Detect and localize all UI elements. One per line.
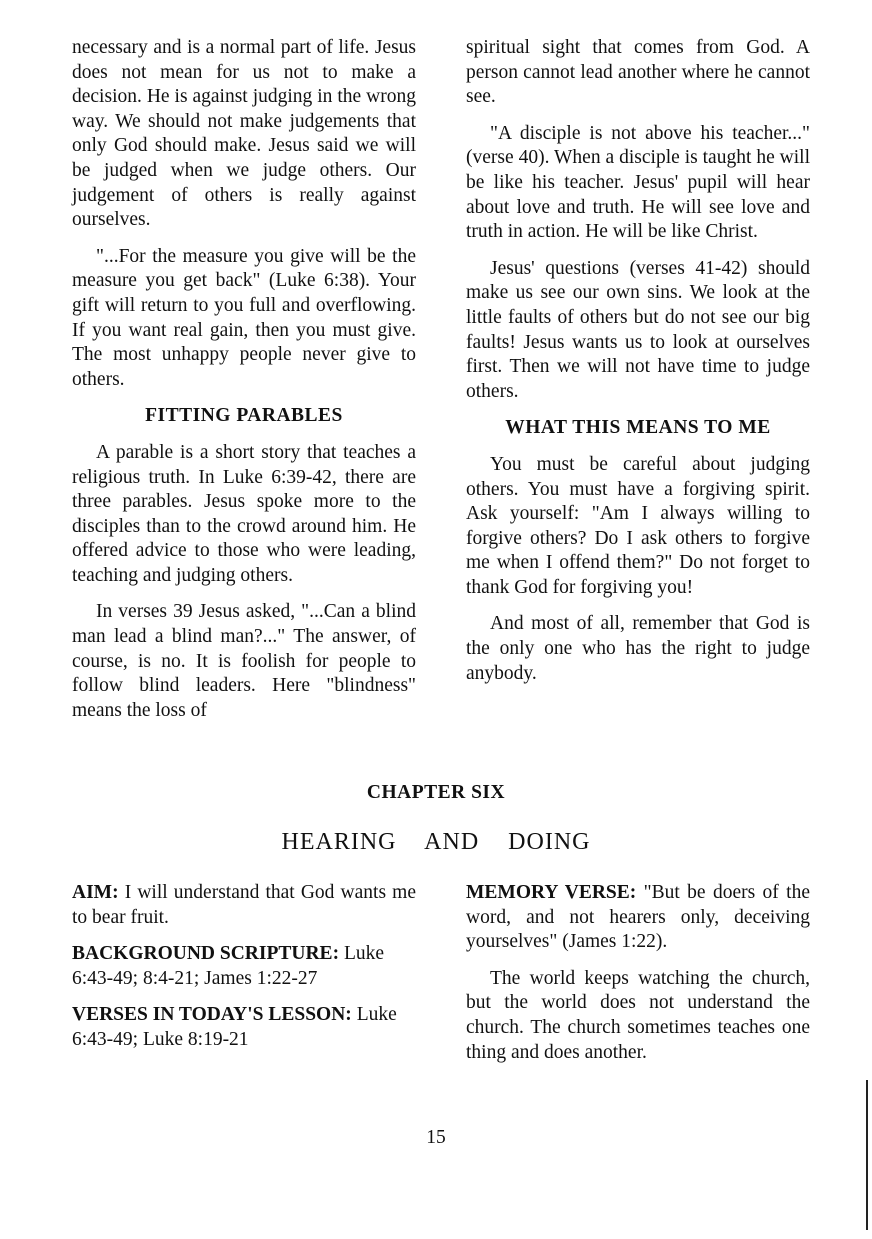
right-column-bottom [466, 881, 810, 1077]
verses-text: Luke 6:43-49; Luke 8:19-21 [72, 1004, 397, 1050]
aim-text: I will understand that God wants me to bear fruit. [72, 882, 416, 928]
paragraph-measure: "...For the measure you give will be the measure you get back" (Luke 6:38). Your gift will return to you full and overflowing. If you want real gain, then you must give. The most unhappy people never give to others. [72, 245, 416, 390]
chapter-label: CHAPTER SIX [366, 782, 506, 803]
right-column-top [466, 36, 810, 698]
memory-verse-text: "But be doers of the word, and not hearers only, deceiving yourselves" (James 1:22). [466, 882, 810, 953]
aim-label: AIM: [72, 882, 119, 903]
verses-line [72, 1003, 416, 1052]
memory-verse-label: MEMORY VERSE: [466, 882, 637, 903]
paragraph-disciple: "A disciple is not above his teacher..." (verse 40). When a disciple is taught he will be like his teacher. Jesus' pupil will hear about love and truth. He will see love and truth in action. He will be like Christ. [466, 122, 810, 243]
paragraph-remember: And most of all, remember that God is the only one who has the right to judge anybody. [466, 613, 810, 684]
chapter-title: HEARING AND DOING [281, 829, 591, 855]
background-label: BACKGROUND SCRIPTURE: [72, 943, 340, 965]
paragraph-judging: necessary and is a normal part of life. Jesus does not mean for us not to make a decision. He is against judging in the wrong way. We should not make judgements that only God should make. Jesus said we will be judged when we judge others. Our judgement of others is really against ourselves. [72, 37, 416, 231]
background-text: Luke 6:43-49; 8:4-21; James 1:22-27 [72, 943, 385, 989]
paragraph-questions: Jesus' questions (verses 41-42) should make us see our own sins. We look at the little faults of others but do not see our big faults! Jesus wants us to look at ourselves first. Then we will not have time to judge others. [466, 257, 810, 402]
paragraph-world-watching: The world keeps watching the church, but the world does not understand the church. The church sometimes teaches one thing and does another. [466, 967, 810, 1063]
memory-verse-line [466, 881, 810, 955]
paragraph-parable: A parable is a short story that teaches a religious truth. In Luke 6:39-42, there are three parables. Jesus spoke more to the disciples than to the crowd around him. He offered advice to those who were leading, teaching and judging others. [72, 441, 416, 586]
aim-line [72, 881, 416, 930]
scan-edge-line [866, 1080, 868, 1230]
paragraph-forgiving: You must be careful about judging others. You must have a forgiving spirit. Ask yourself: "Am I always willing to forgive others? Do I ask others to forgive me when I offend them?" Do not forget to thank God for forgiving you! [466, 453, 810, 598]
heading-fitting-parables: FITTING PARABLES [145, 405, 343, 427]
paragraph-spiritual-sight: spiritual sight that comes from God. A person cannot lead another where he cannot see. [466, 37, 810, 108]
page-number: 15 [426, 1127, 446, 1148]
heading-what-this-means: WHAT THIS MEANS TO ME [505, 417, 771, 439]
left-column-top [72, 36, 416, 735]
paragraph-blind-man: In verses 39 Jesus asked, "...Can a blind man lead a blind man?..." The answer, of course, is no. It is foolish for people to follow blind leaders. Here "blindness" means the loss of [72, 601, 416, 721]
left-column-bottom [72, 881, 416, 1065]
verses-label: VERSES IN TODAY'S LESSON: [72, 1004, 352, 1026]
background-line [72, 942, 416, 991]
